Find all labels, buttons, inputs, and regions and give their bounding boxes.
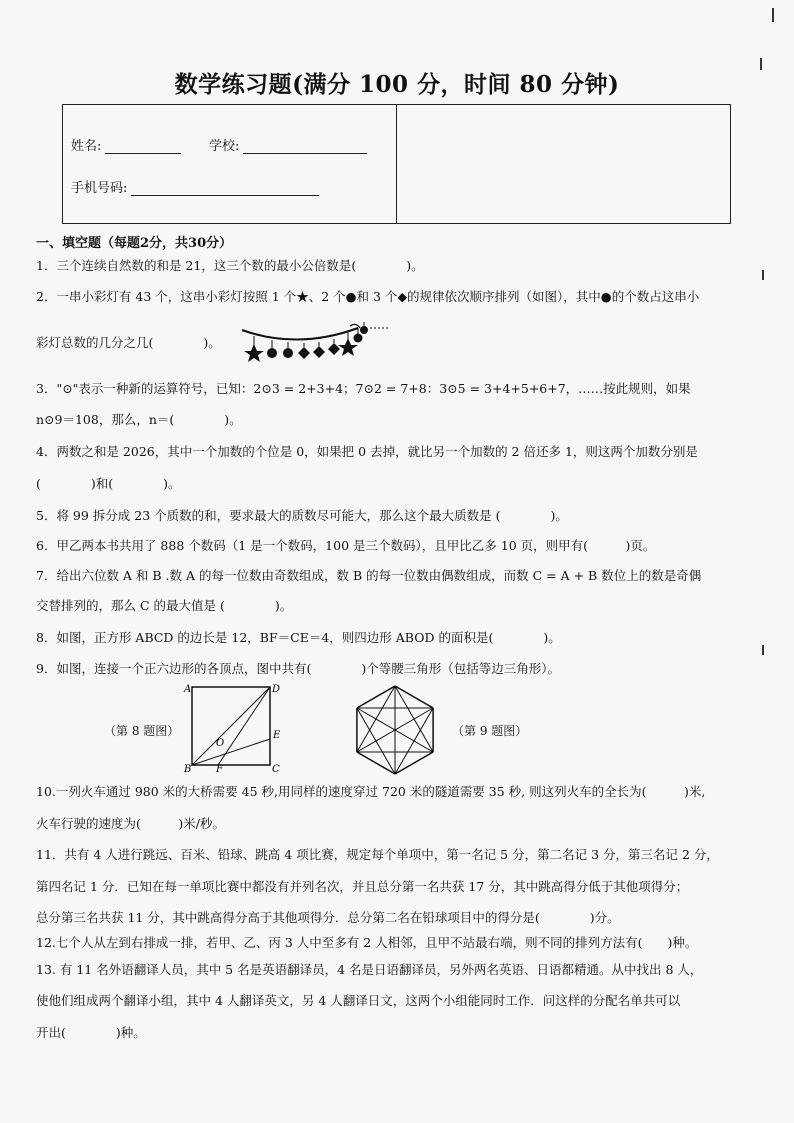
scan-edge-mark [772,8,774,22]
diamond-icon [328,343,340,355]
question-11-line2: 第四名记 1 分．已知在每一单项比赛中都没有并列名次，并且总分第一名共获 17 分，其中跳高得分低于其他项得分； [36,879,689,894]
label-E: E [273,730,281,741]
label-D: D [272,684,281,695]
question-13-line1: 13. 有 11 名外语翻译人员，其中 5 名是英语翻译员，4 名是日语翻译员，另外两名英语、日语都精通。从中找出 8 人， [36,962,703,977]
label-C: C [272,764,280,772]
question-8: 8．如图，正方形 ABCD 的边长是 12，BF＝CE＝4，则四边形 ABOD 的面积是( )。 [36,630,561,645]
info-box-divider [396,105,397,223]
question-11-line3: 总分第三名共获 11 分，其中跳高得分高于其他项得分．总分第二名在铅球项目中的得分是( )分。 [36,910,620,925]
hexagon-edge [357,686,395,708]
question-1: 1．三个连续自然数的和是 21，这三个数的最小公倍数是( )。 [36,258,424,273]
lights-figure [238,316,398,368]
figure-8-caption: （第 8 题图） [104,724,180,738]
hexagon-edge [395,686,433,708]
question-9: 9．如图，连接一个正六边形的各顶点，图中共有( )个等腰三角形（包括等边三角形）。 [36,661,560,676]
diamond-icon [298,347,310,359]
label-F: F [216,764,223,772]
figure-9-hexagon [347,684,443,780]
question-3-line2: n⊙9＝108，那么，n＝( )。 [36,412,242,427]
hexagon-diagonal [395,708,433,774]
question-11-line1: 11．共有 4 人进行跳远、百米、铅球、跳高 4 项比赛，规定每个单项中，第一名记 5 分，第二名记 3 分，第三名记 2 分， [36,847,719,862]
student-info-box [62,104,731,224]
label-A: A [184,684,192,695]
question-4-line2: ( )和( )。 [36,476,181,491]
question-2-line2: 彩灯总数的几分之几( )。 [36,335,221,350]
phone-blank[interactable] [131,181,319,196]
school-blank[interactable] [243,139,367,154]
question-7-line1: 7．给出六位数 A 和 B .数 A 的每一位数由奇数组成，数 B 的每一位数由偶数组成，而数 C = A + B 数位上的数是奇偶 [36,568,702,583]
name-label: 姓名: [71,139,102,154]
school-field [209,135,367,154]
hexagon-diagonal [357,686,395,752]
star-icon [244,344,264,362]
hexagon-edge [395,752,433,774]
scan-edge-mark [762,645,764,655]
question-10-line1: 10.一列火车通过 980 米的大桥需要 45 秒,用同样的速度穿过 720 米的隧道需要 35 秒, 则这列火车的全长为( )米, [36,784,706,799]
label-B: B [184,764,192,772]
dot-icon [360,326,368,334]
name-field [71,135,181,154]
school-label: 学校: [209,139,240,154]
phone-label: 手机号码: [71,181,128,196]
question-7-line2: 交替排列的，那么 C 的最大值是 ( )。 [36,598,293,613]
question-3-line1: 3．"⊙"表示一种新的运算符号，已知：2⊙3 = 2+3+4；7⊙2 = 7+8：3⊙5 = 3+4+5+6+7，……按此规则，如果 [36,381,691,396]
page-title: 数学练习题(满分 100 分，时间 80 分钟) [174,71,620,98]
question-13-line2: 使他们组成两个翻译小组，其中 4 人翻译英文，另 4 人翻译日文，这两个小组能同时工作．问这样的分配名单共可以 [36,993,681,1008]
name-blank[interactable] [105,139,181,154]
question-12: 12.七个人从左到右排成一排，若甲、乙、丙 3 人中至多有 2 人相邻，且甲不站最右端，则不同的排列方法有( )种。 [36,935,698,950]
light-string [242,328,358,340]
figure-9-caption: （第 9 题图） [452,724,528,738]
question-6: 6．甲乙两本书共用了 888 个数码（1 是一个数码，100 是三个数码），且甲比乙多 10 页，则甲有( )页。 [36,538,656,553]
dot-icon [267,348,277,358]
label-O: O [216,738,225,749]
phone-field [71,177,319,196]
dot-icon [354,334,363,343]
hexagon-edge [357,752,395,774]
diamond-icon [313,346,325,358]
question-13-line3: 开出( )种。 [36,1025,146,1040]
question-4-line1: 4．两数之和是 2026，其中一个加数的个位是 0，如果把 0 去掉，就比另一个加数的 2 倍还多 1，则这两个加数分别是 [36,444,698,459]
dot-icon [283,348,293,358]
question-10-line2: 火车行驶的速度为( )米/秒。 [36,816,225,831]
section-heading: 一、填空题（每题2分，共30分） [36,236,233,251]
figure-8-square [180,680,286,776]
question-2-line1: 2．一串小彩灯有 43 个，这串小彩灯按照 1 个★、2 个●和 3 个◆的规律依次顺序排列（如图），其中●的个数占这串小 [36,289,700,304]
question-5: 5．将 99 拆分成 23 个质数的和，要求最大的质数尽可能大，那么这个最大质数是 ( )。 [36,508,568,523]
